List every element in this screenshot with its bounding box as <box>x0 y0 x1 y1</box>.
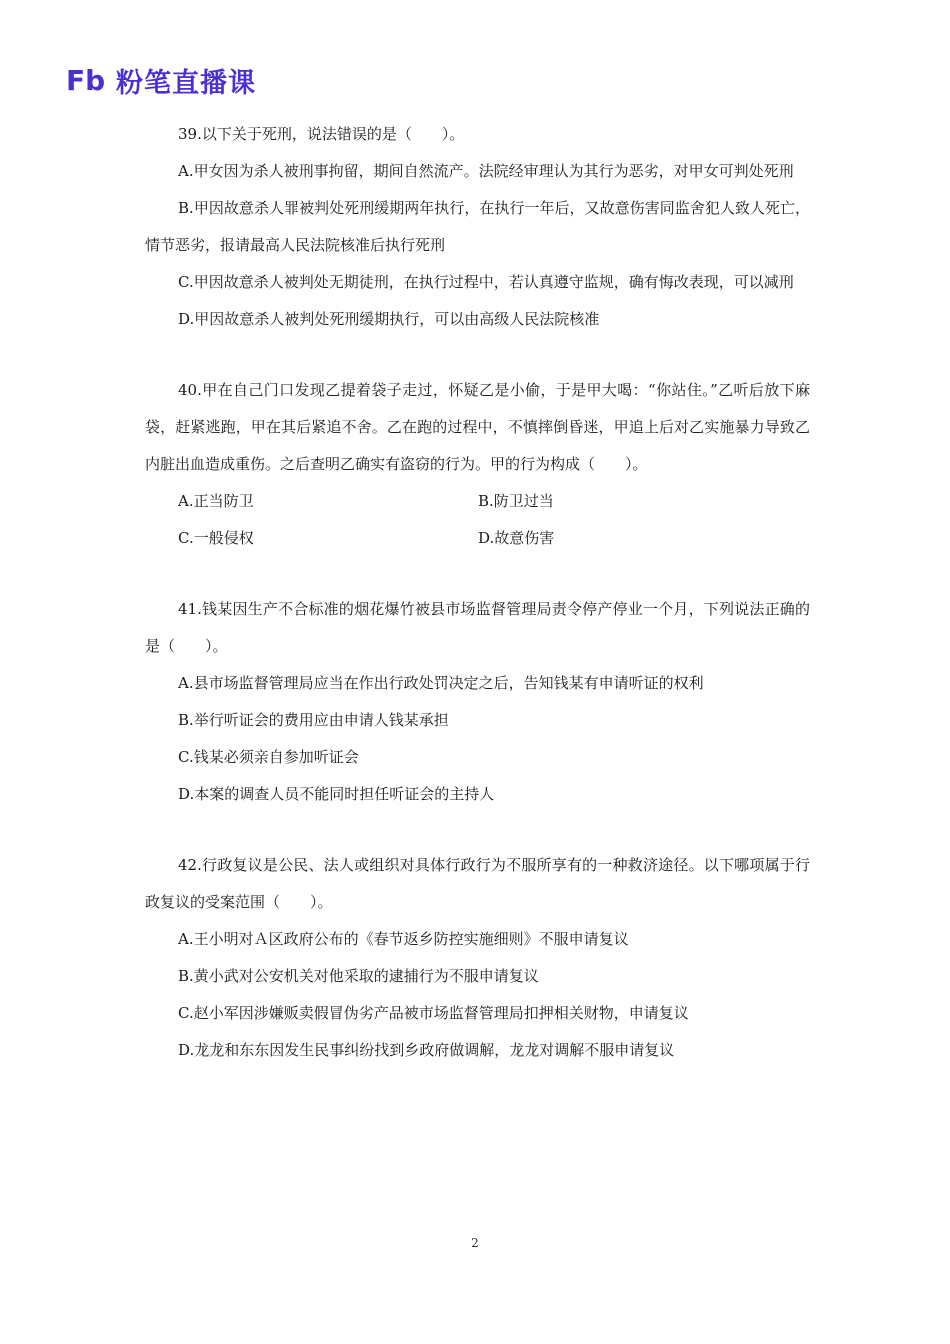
option-b: B.举行听证会的费用应由申请人钱某承担 <box>178 711 449 729</box>
question-stem: 42.行政复议是公民、法人或组织对具体行政行为不服所享有的一种救济途径。以下哪项属于行政复议的受案范围（ ）。 <box>145 856 810 911</box>
option-c: C.甲因故意杀人被判处无期徒刑，在执行过程中，若认真遵守监规，确有悔改表现，可以减刑 <box>178 273 794 291</box>
option-a: A.县市场监督管理局应当在作出行政处罚决定之后，告知钱某有申请听证的权利 <box>178 674 704 692</box>
option-d: D.龙龙和东东因发生民事纠纷找到乡政府做调解，龙龙对调解不服申请复议 <box>178 1041 675 1059</box>
question-stem: 41.钱某因生产不合标准的烟花爆竹被县市场监督管理局责令停产停业一个月，下列说法正确的是（ ）。 <box>145 600 810 655</box>
option-a: A.正当防卫 <box>178 492 254 510</box>
question-39 <box>145 116 810 338</box>
svg-text:Fb: Fb <box>66 65 106 95</box>
exam-content <box>145 116 810 1103</box>
option-a: A.王小明对Ａ区政府公布的《春节返乡防控实施细则》不服申请复议 <box>178 930 629 948</box>
question-40 <box>145 372 810 557</box>
option-b: B.黄小武对公安机关对他采取的逮捕行为不服申请复议 <box>178 967 539 985</box>
brand-logo <box>66 62 256 98</box>
option-d: D.甲因故意杀人被判处死刑缓期执行，可以由高级人民法院核准 <box>178 310 600 328</box>
page-number: 2 <box>471 1236 479 1250</box>
option-d: D.故意伤害 <box>478 529 555 547</box>
question-stem: 39.以下关于死刑，说法错误的是（ ）。 <box>178 125 465 143</box>
logo-text: 粉笔直播课 <box>116 67 256 99</box>
option-b: B.防卫过当 <box>478 492 554 510</box>
option-c: C.钱某必须亲自参加听证会 <box>178 748 359 766</box>
options-grid <box>145 483 810 557</box>
option-c: C.赵小军因涉嫌贩卖假冒伪劣产品被市场监督管理局扣押相关财物，申请复议 <box>178 1004 689 1022</box>
question-stem: 40.甲在自己门口发现乙提着袋子走过，怀疑乙是小偷，于是甲大喝：“你站住。”乙听后放下麻袋，赶紧逃跑，甲在其后紧追不舍。乙在跑的过程中，不慎摔倒昏迷，甲追上后对乙实施暴力导致乙内脏出血造成重伤。之后查明乙确实有盗窃的行为。甲的行为构成（ ）。 <box>145 381 810 473</box>
question-42 <box>145 847 810 1069</box>
option-c: C.一般侵权 <box>178 529 254 547</box>
option-b: B.甲因故意杀人罪被判处死刑缓期两年执行，在执行一年后，又故意伤害同监舍犯人致人死亡，情节恶劣，报请最高人民法院核准后执行死刑 <box>145 199 810 254</box>
question-41 <box>145 591 810 813</box>
option-a: A.甲女因为杀人被刑事拘留，期间自然流产。法院经审理认为其行为恶劣，对甲女可判处死刑 <box>178 162 794 180</box>
fenbi-logo-icon <box>66 65 110 95</box>
option-d: D.本案的调查人员不能同时担任听证会的主持人 <box>178 785 495 803</box>
